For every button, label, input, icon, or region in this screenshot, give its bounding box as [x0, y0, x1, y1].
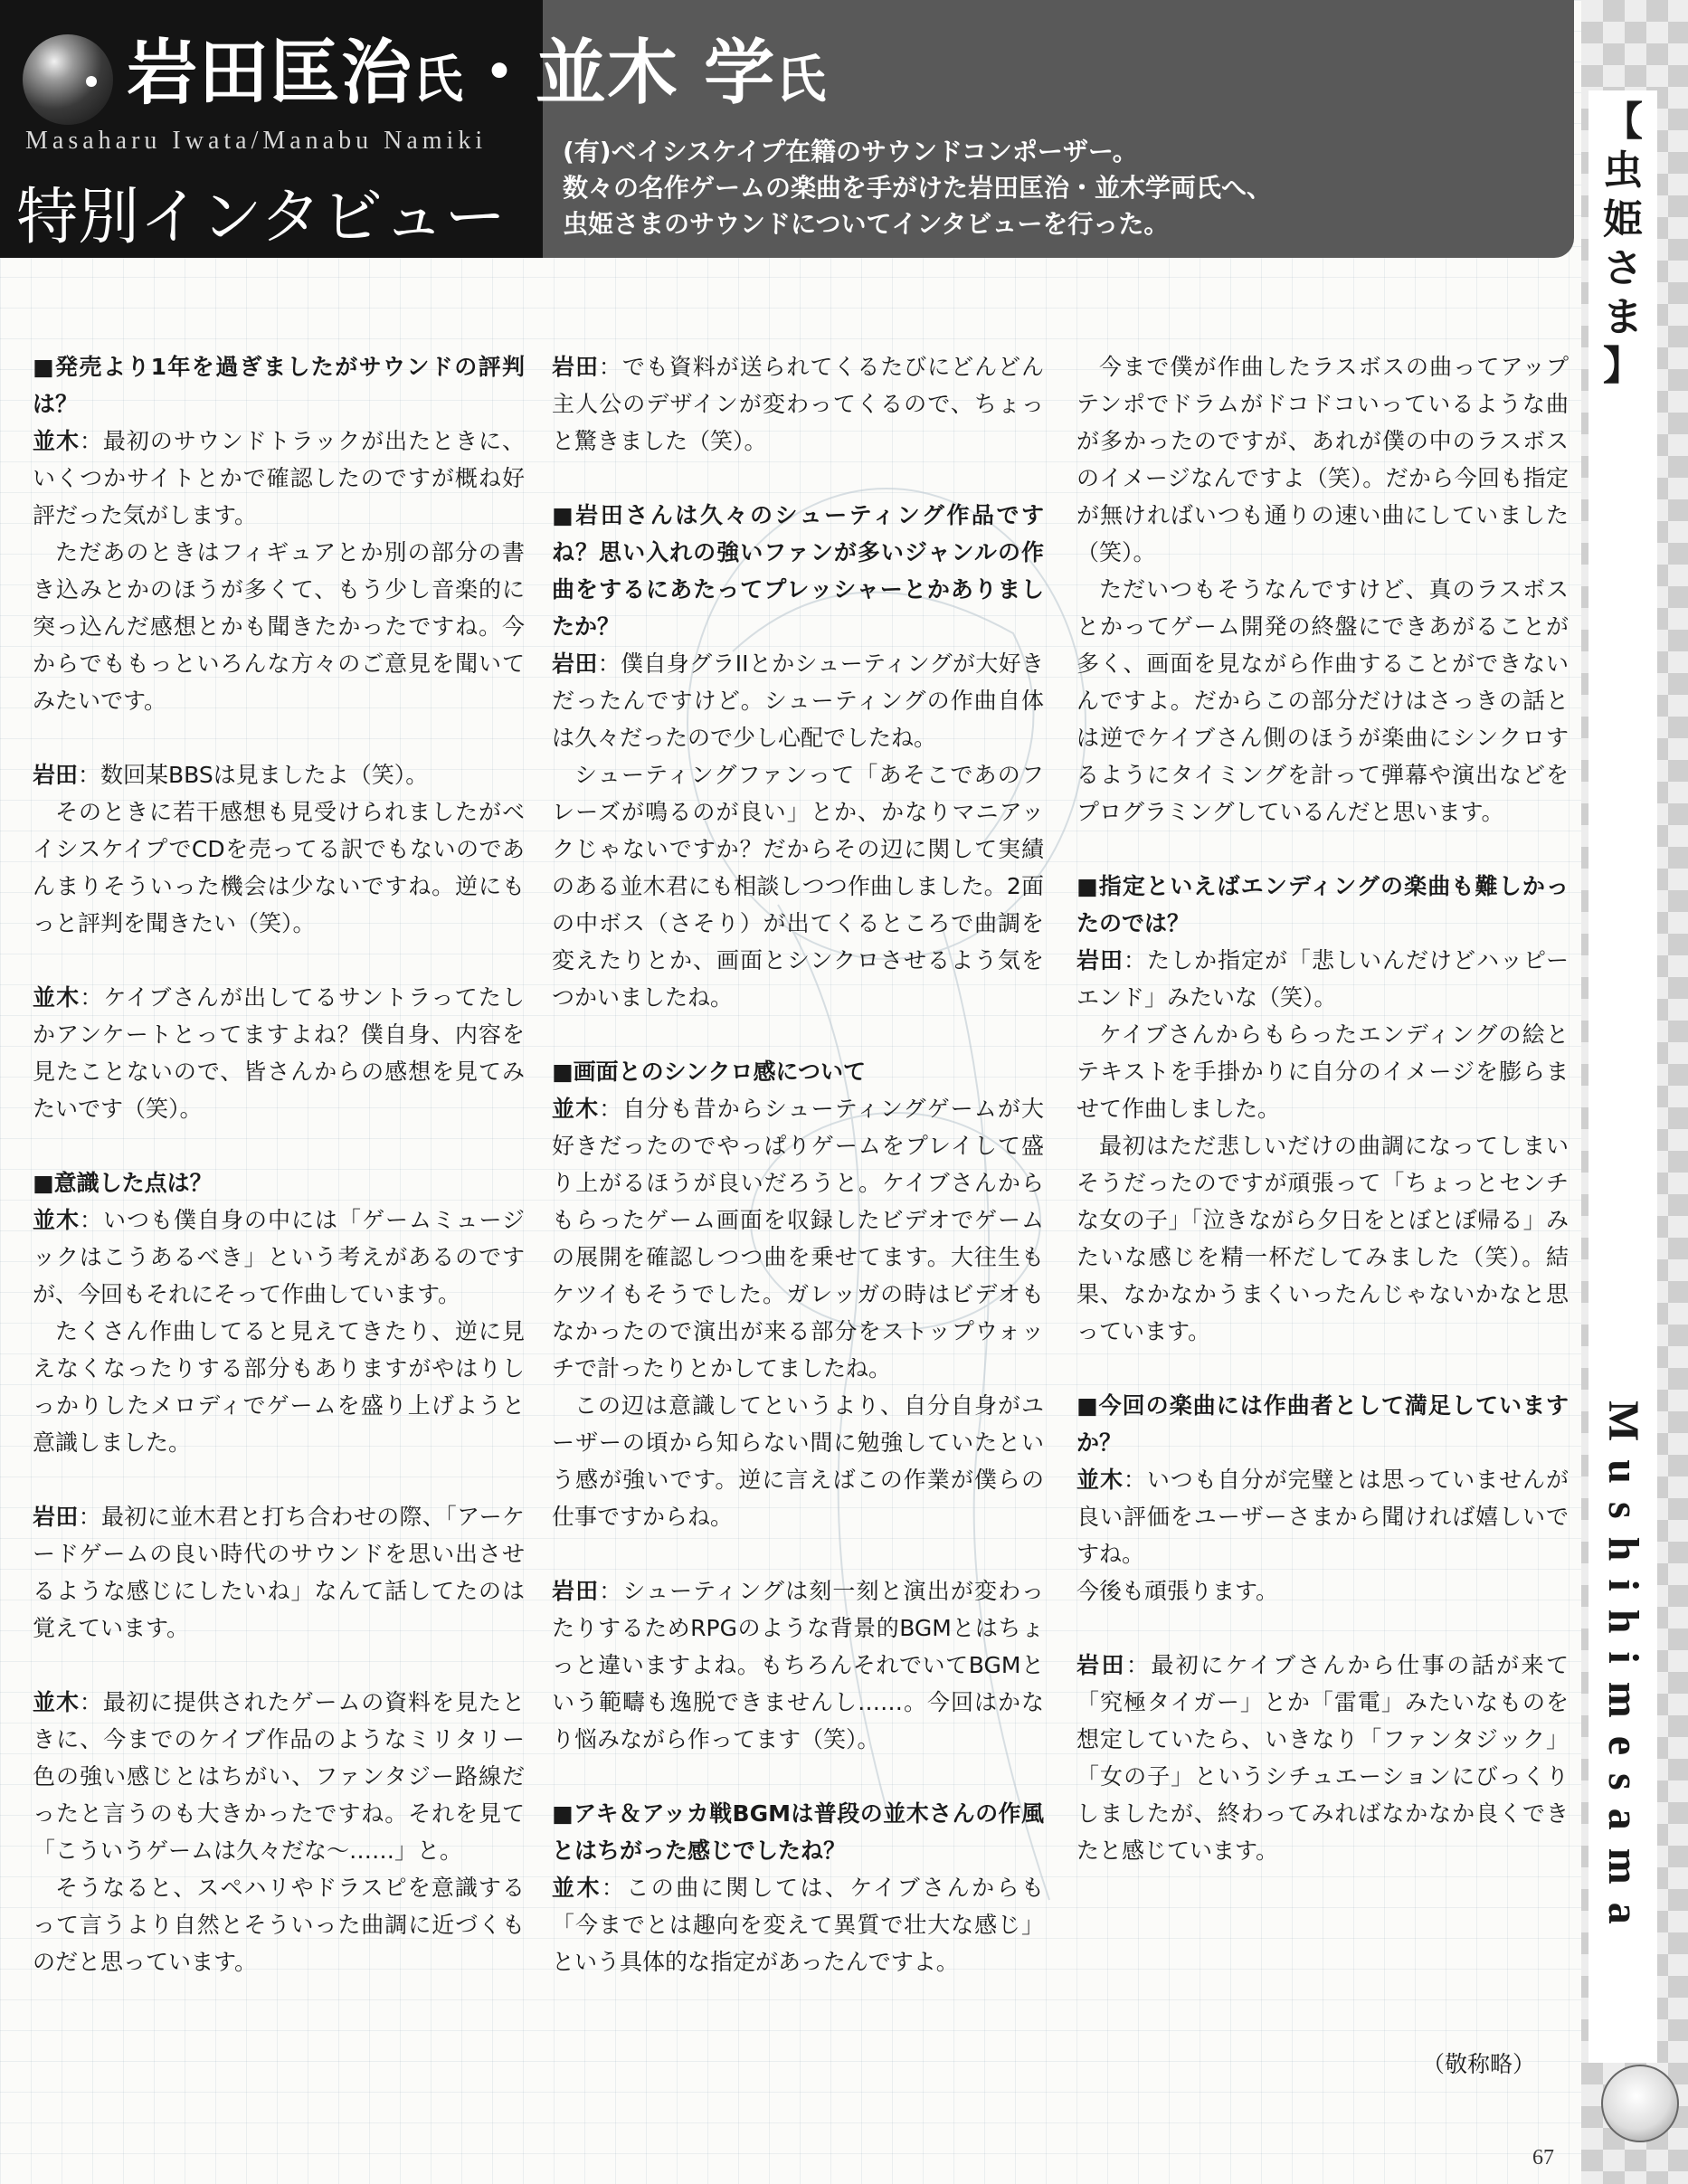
header-bar: [0, 0, 1574, 258]
interview-column-3: [1076, 348, 1569, 1869]
answer-paragraph: [552, 645, 1044, 756]
side-title-jp: 【 虫 姫 さ ま 】: [1603, 99, 1643, 389]
name-namiki: 並木 学: [536, 32, 776, 114]
answer-text: ：最初のサウンドトラックが出たときに、いくつかサイトとかで確認したのですが概ね好評だった気がします。: [33, 428, 525, 528]
answer-continuation: ケイブさんからもらったエンディングの絵とテキストを手掛かりに自分のイメージを膨らませて作曲しました。: [1076, 1021, 1569, 1122]
intro-line: (有)ベイシスケイプ在籍のサウンドコンポーザー。: [563, 137, 1138, 166]
answer-paragraph: [33, 1498, 525, 1647]
question-heading: ■岩田さんは久々のシューティング作品ですね？思い入れの強いファンが多いジャンルの作曲をするにあたってプレッシャーとかありましたか？: [552, 502, 1044, 640]
paragraph-spacer: [33, 942, 525, 979]
sphere-icon: [23, 34, 113, 125]
page-number: 67: [1532, 2146, 1554, 2170]
paragraph-spacer: [1076, 1350, 1569, 1387]
answer-paragraph: [33, 756, 525, 793]
question-heading: ■意識した点は？: [33, 1170, 213, 1196]
intro-text: [563, 134, 1272, 242]
answer-continuation: ただいつもそうなんですけど、真のラスボスとかってゲーム開発の終盤にできあがることが多く、画面を見ながら作曲することができないんですよ。だからこの部分だけはさっきの話とは逆でケイブさん側のほうが楽曲にシンクロするようにタイミングを計って弾幕や演出などをプログラミングしているんだと思います。: [1076, 576, 1569, 825]
speaker-name: 並木: [33, 1689, 80, 1715]
answer-text: ：最初にケイブさんから仕事の話が来て「究極タイガー」とか「雷電」みたいなものを想定していたら、いきなり「ファンタジック」「女の子」というシチュエーションにびっくりしましたが、終わってみればなかなか良くできたと感じています。: [1076, 1652, 1569, 1864]
answer-paragraph: [1076, 942, 1569, 1016]
paragraph-spacer: [33, 1647, 525, 1684]
paragraph-spacer: [1076, 831, 1569, 868]
paragraph-spacer: [33, 1127, 525, 1164]
intro-line: 数々の名作ゲームの楽曲を手がけた岩田匡治・並木学両氏へ、: [563, 173, 1273, 203]
speaker-name: 並木: [33, 984, 81, 1011]
honorific: 氏: [413, 50, 465, 109]
answer-continuation: ただあのときはフィギュアとか別の部分の書き込みとかのほうが多くて、もう少し音楽的に突っ込んだ感想とかも聞きたかったですね。今からでももっといろんな方々のご意見を聞いてみたいです。: [33, 539, 525, 714]
answer-paragraph: [1076, 1461, 1569, 1572]
answer-text: ：この曲に関しては、ケイブさんからも「今までとは趣向を変えて異質で壮大な感じ」という具体的な指定があったんですよ。: [552, 1875, 1044, 1975]
speaker-name: 岩田: [1076, 1652, 1126, 1678]
answer-continuation: シューティングファンって「あそこであのフレーズが鳴るのが良い」とか、かなりマニアックじゃないですか？だからその辺に関して実績のある並木君にも相談しつつ作曲しました。2面の中ボス（さそり）が出てくるところで曲調を変えたりとか、画面とシンクロさせるよう気をつかいましたね。: [552, 762, 1044, 1011]
answer-continuation: そうなると、スペハリやドラスピを意識するって言うより自然とそういった曲調に近づくものだと思っています。: [33, 1875, 525, 1975]
answer-text: ：シューティングは刻一刻と演出が変わったりするためRPGのような背景的BGMとはちょっと違いますよね。もちろんそれでいてBGMという範疇も逸脱できませんし……。今回はかなり悩みながら作ってます（笑）。: [552, 1578, 1044, 1752]
answer-paragraph: [552, 1090, 1044, 1387]
answer-text: ：いつも自分が完璧とは思っていませんが良い評価をユーザーさまから聞ければ嬉しいですね。: [1076, 1467, 1569, 1567]
question-heading: ■発売より1年を過ぎましたがサウンドの評判は？: [33, 354, 525, 417]
answer-continuation: 今まで僕が作曲したラスボスの曲ってアップテンポでドラムがドコドコいっているような曲が多かったのですが、あれが僕の中のラスボスのイメージなんですよ（笑）。だから今回も指定が無ければいつも通りの速い曲にしていました（笑）。: [1076, 354, 1569, 565]
name-separator: ・: [464, 32, 536, 114]
speaker-name: 並木: [552, 1875, 602, 1901]
answer-continuation: 最初はただ悲しいだけの曲調になってしまいそうだったのですが頑張って「ちょっとセンチな女の子」「泣きながら夕日をとぼとぼ帰る」みたいな感じを精一杯だしてみました（笑）。結果、なかなかうまくいったんじゃないかなと思っています。: [1076, 1133, 1569, 1344]
honorific: 氏: [775, 50, 828, 109]
speaker-name: 岩田: [552, 1578, 600, 1604]
paragraph-spacer: [1076, 1610, 1569, 1647]
paragraph-spacer: [552, 1016, 1044, 1053]
answer-text: ：たしか指定が「悲しいんだけどハッピーエンド」みたいな（笑）。: [1076, 947, 1569, 1011]
speaker-name: 並木: [552, 1096, 600, 1122]
speaker-name: 並木: [33, 1207, 80, 1233]
answer-paragraph: [1076, 1647, 1569, 1869]
speaker-name: 並木: [33, 428, 80, 454]
paragraph-spacer: [552, 460, 1044, 497]
answer-paragraph: [33, 1201, 525, 1313]
interview-column-2: [552, 348, 1044, 1980]
question-heading: ■指定といえばエンディングの楽曲も難しかったのでは？: [1076, 873, 1569, 936]
question-heading: ■今回の楽曲には作曲者として満足していますか？: [1076, 1392, 1569, 1456]
paragraph-spacer: [552, 1535, 1044, 1572]
interviewee-names: [127, 16, 827, 118]
speaker-name: 岩田: [552, 354, 599, 380]
answer-continuation: この辺は意識してというより、自分自身がユーザーの頃から知らない間に勉強していたという感が強いです。逆に言えばこの作業が僕らの仕事ですからね。: [552, 1392, 1044, 1530]
answer-paragraph: [552, 1869, 1044, 1980]
speaker-name: 岩田: [1076, 947, 1124, 973]
answer-continuation: そのときに若干感想も見受けられましたがベイシスケイプでCDを売ってる訳でもないのであんまりそういった機会は少ないですね。逆にもっと評判を聞きたい（笑）。: [33, 799, 525, 936]
romaji-names: Masaharu Iwata/Manabu Namiki: [25, 127, 488, 155]
answer-paragraph: [33, 423, 525, 534]
answer-paragraph: [33, 1684, 525, 1869]
answer-text: ：数回某BBSは見ましたよ（笑）。: [78, 762, 429, 788]
answer-text: ：最初に並木君と打ち合わせの際、「アーケードゲームの良い時代のサウンドを思い出させるような感じにしたいね」なんて話してたのは覚えています。: [33, 1504, 525, 1641]
answer-text: ：いつも僕自身の中には「ゲームミュージックはこうあるべき」という考えがあるのですが、今回もそれにそって作曲しています。: [33, 1207, 525, 1307]
side-title-en: Mushihimesama: [1599, 1401, 1647, 1942]
name-iwata: 岩田匡治: [127, 32, 413, 114]
paragraph-spacer: [552, 1758, 1044, 1795]
answer-text: 今後も頑張ります。: [1076, 1578, 1279, 1604]
speaker-name: 岩田: [552, 650, 598, 677]
footer-note: （敬称略）: [1422, 2051, 1536, 2077]
interview-column-1: [33, 348, 525, 1980]
answer-continuation: たくさん作曲してると見えてきたり、逆に見えなくなったりする部分もありますがやはりしっかりしたメロディでゲームを盛り上げようと意識しました。: [33, 1318, 525, 1456]
mascot-portrait: [1601, 2065, 1679, 2142]
intro-line: 虫姫さまのサウンドについてインタビューを行った。: [563, 209, 1170, 239]
answer-paragraph: [1076, 1572, 1569, 1610]
answer-text: ：最初に提供されたゲームの資料を見たときに、今までのケイブ作品のようなミリタリー色の強い感じとはちがい、ファンタジー路線だったと言うのも大きかったですね。それを見て「こういうゲームは久々だな～……」と。: [33, 1689, 525, 1864]
speaker-name: 岩田: [33, 762, 79, 788]
speaker-name: 岩田: [33, 1504, 79, 1530]
answer-text: ：僕自身グラIIとかシューティングが大好きだったんですけど。シューティングの作曲自体は久々だったので少し心配でしたね。: [552, 650, 1044, 751]
paragraph-spacer: [33, 719, 525, 756]
answer-text: ：自分も昔からシューティングゲームが大好きだったのでやっぱりゲームをプレイして盛り上がるほうが良いだろうと。ケイブさんからもらったゲーム画面を収録したビデオでゲームの展開を確認しつつ曲を乗せてます。大往生もケツイもそうでした。ガレッガの時はビデオもなかったので演出が来る部分をストップウォッチで計ったりとかしてましたね。: [552, 1096, 1044, 1382]
question-heading: ■画面とのシンクロ感について: [552, 1059, 866, 1085]
speaker-name: 並木: [1076, 1467, 1124, 1493]
page-title: 特別インタビュー: [16, 182, 507, 253]
answer-paragraph: [33, 979, 525, 1127]
question-heading: ■アキ＆アッカ戦BGMは普段の並木さんの作風とはちがった感じでしたね？: [552, 1800, 1044, 1864]
answer-text: ：でも資料が送られてくるたびにどんどん主人公のデザインが変わってくるので、ちょっと驚きました（笑）。: [552, 354, 1044, 454]
answer-paragraph: [552, 1572, 1044, 1758]
answer-text: ：ケイブさんが出してるサントラってたしかアンケートとってますよね？僕自身、内容を見たことないので、皆さんからの感想を見てみたいです（笑）。: [33, 984, 525, 1122]
paragraph-spacer: [33, 1461, 525, 1498]
answer-paragraph: [552, 348, 1044, 460]
